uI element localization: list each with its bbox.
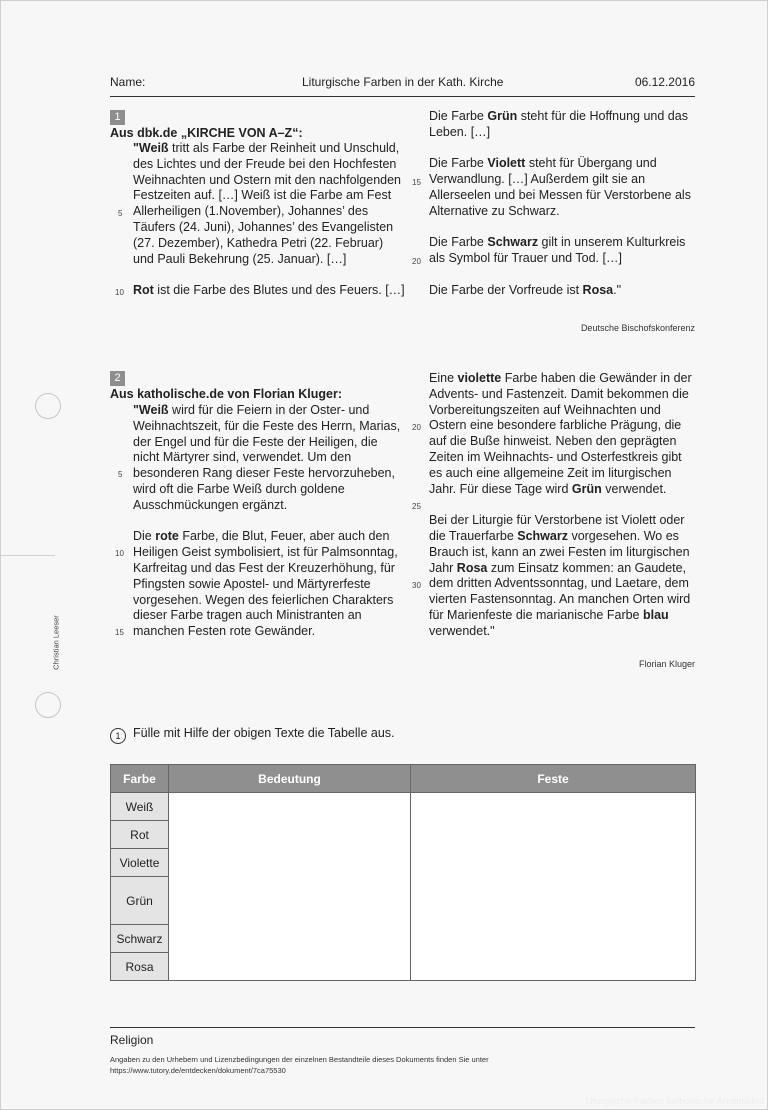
footer-subject: Religion bbox=[110, 1033, 154, 1047]
punch-hole-icon bbox=[35, 692, 61, 718]
feste-cell[interactable] bbox=[411, 793, 696, 981]
section-2-number: 2 bbox=[110, 371, 125, 386]
column-header-bedeutung: Bedeutung bbox=[169, 765, 411, 793]
line-number: 15 bbox=[412, 178, 421, 187]
section-1-heading: Aus dbk.de „KIRCHE VON A–Z“: bbox=[110, 126, 303, 140]
task-text: Fülle mit Hilfe der obigen Texte die Tabelle aus. bbox=[133, 726, 395, 740]
line-number: 20 bbox=[412, 423, 421, 432]
watermark: Liturgische Farben katholische Arbeitsblatt bbox=[585, 1096, 764, 1107]
color-cell: Weiß bbox=[111, 793, 169, 821]
line-number: 25 bbox=[412, 502, 421, 511]
section-2-left-text: "Weiß wird für die Feiern in der Oster- und Weihnachtszeit, für die Feste des Herrn, Marias, der Engel und für die Feste der Heiligen, die nicht Märtyrer sind, verwendet. Um den besonderen Rang dieser Feste hervorzuheben, wird oft die Farbe Weiß durch goldene Ausschmückungen ergänzt. Die rote Farbe, die Blut, Feuer, aber auch den Heiligen Geist symbolisiert, ist für Palmsonntag, Karfreitag und das Fest der Kreuzerhöhung, für Pfingsten sowie Apostel- und Märtyrerfeste vorgesehen. Wegen des feierlichen Charakters dieser Farbe tragen auch Ministranten an manchen Festen rote Gewänder. bbox=[133, 403, 401, 639]
line-number: 5 bbox=[118, 209, 123, 218]
column-header-farbe: Farbe bbox=[111, 765, 169, 793]
section-2-right-text: Eine violette Farbe haben die Gewänder in der Advents- und Fastenzeit. Damit bekommen die Vorbereitungszeiten auf Weihnachten und Ostern eine besondere farbliche Prägung, die auf die Buße hinweist. Neben den geprägten Zeiten im Weihnachts- und Osterfestkreis gibt es auch eine allgemeine Zeit im liturgischen Jahr. Für diese Tage wird Grün verwendet. Bei der Liturgie für Verstorbene ist Violett oder die Trauerfarbe Schwarz vorgesehen. Wo es Brauch ist, kann an zwei Festen im liturgischen Jahr Rosa zum Einsatz kommen: an Gaudete, dem dritten Adventssonntag, und Laetare, dem vierten Fastensonntag. An manchen Orten wird für Marienfeste die marianische Farbe blau verwendet." bbox=[429, 371, 692, 638]
document-header bbox=[110, 75, 695, 91]
name-label: Name: bbox=[110, 75, 146, 89]
color-cell: Rot bbox=[111, 821, 169, 849]
license-link[interactable]: https://www.tutory.de/entdecken/dokument/7ca75530 bbox=[110, 1066, 286, 1075]
header-divider bbox=[110, 96, 695, 97]
line-number: 30 bbox=[412, 581, 421, 590]
section-1-left-text: "Weiß tritt als Farbe der Reinheit und Unschuld, des Lichtes und der Freude bei den Hochfesten Weihnachten und Ostern mit den nachfolgenden Festzeiten auf. […] Weiß ist die Farbe am Fest Allerheiligen (1.November), Johannes’ des Täufers (24. Juni), Johannes’ des Evangelisten (27. Dezember), Kathedra Petri (22. Februar) und Pauli Bekehrung (25. Januar). […] Rot ist die Farbe des Blutes und des Feuers. […] bbox=[133, 141, 405, 298]
document-title: Liturgische Farben in der Kath. Kirche bbox=[302, 75, 504, 89]
column-header-feste: Feste bbox=[411, 765, 696, 793]
section-1-right-text: Die Farbe Grün steht für die Hoffnung und das Leben. […] Die Farbe Violett steht für Übergang und Verwandlung. […] Außerdem gilt sie an Allerseelen und bei Messen für Verstorbene als Alternative zu Schwarz. Die Farbe Schwarz gilt in unserem Kulturkreis als Symbol für Trauer und Tod. […] Die Farbe der Vorfreude ist Rosa." bbox=[429, 109, 691, 297]
color-table bbox=[110, 764, 696, 981]
fold-mark bbox=[0, 555, 55, 556]
task-instruction bbox=[110, 726, 395, 744]
margin-author: Christian Leeser bbox=[51, 615, 61, 670]
color-cell: Schwarz bbox=[111, 925, 169, 953]
color-cell: Grün bbox=[111, 877, 169, 925]
line-number: 5 bbox=[118, 470, 123, 479]
section-2-source: Florian Kluger bbox=[638, 659, 695, 669]
document-date: 06.12.2016 bbox=[634, 75, 695, 89]
footer-license-note: Angaben zu den Urhebern und Lizenzbedingungen der einzelnen Bestandteile dieses Dokuments finden Sie unter https://www.tutory.de/entdecken/dokument/7ca75530 bbox=[110, 1055, 489, 1075]
line-number: 10 bbox=[115, 549, 124, 558]
section-2-heading: Aus katholische.de von Florian Kluger: bbox=[110, 387, 342, 401]
color-cell: Violette bbox=[111, 849, 169, 877]
line-number: 10 bbox=[115, 288, 124, 297]
line-number: 20 bbox=[412, 257, 421, 266]
punch-hole-icon bbox=[35, 393, 61, 419]
line-number: 15 bbox=[115, 628, 124, 637]
footer-divider bbox=[110, 1027, 695, 1028]
color-cell: Rosa bbox=[111, 953, 169, 981]
section-1-number: 1 bbox=[110, 110, 125, 125]
task-number: 1 bbox=[110, 728, 126, 744]
section-1-source: Deutsche Bischofskonferenz bbox=[580, 323, 695, 333]
bedeutung-cell[interactable] bbox=[169, 793, 411, 981]
